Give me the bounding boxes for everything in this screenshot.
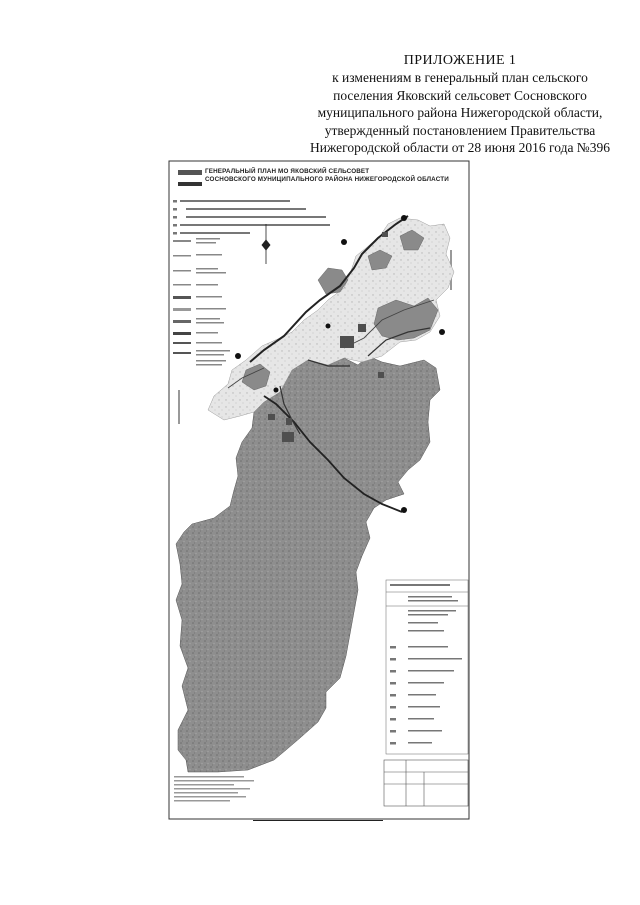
map-title (205, 168, 460, 184)
header-line: Нижегородской области от 28 июня 2016 года №396 (310, 140, 610, 156)
vertical-label (178, 390, 180, 424)
title-stamp (178, 182, 202, 186)
header-line: поселения Яковский сельсовет Сосновского (333, 87, 587, 103)
divider-rule (253, 820, 383, 821)
map-title-line: ГЕНЕРАЛЬНЫЙ ПЛАН МО ЯКОВСКИЙ СЕЛЬСОВЕТ (205, 168, 370, 175)
header-line: муниципального района Нижегородской области, (317, 105, 603, 121)
appendix-heading: ПРИЛОЖЕНИЕ 1 (403, 53, 517, 68)
header-line: к изменениям в генеральный план сельского (332, 70, 588, 86)
appendix-header (270, 52, 640, 156)
general-plan-map (168, 160, 470, 820)
title-stamp (178, 170, 202, 175)
map-title-line: СОСНОВСКОГО МУНИЦИПАЛЬНОГО РАЙОНА НИЖЕГОРОДСКОЙ ОБЛАСТИ (205, 176, 449, 183)
header-line: утвержденный постановлением Правительства (324, 122, 596, 138)
